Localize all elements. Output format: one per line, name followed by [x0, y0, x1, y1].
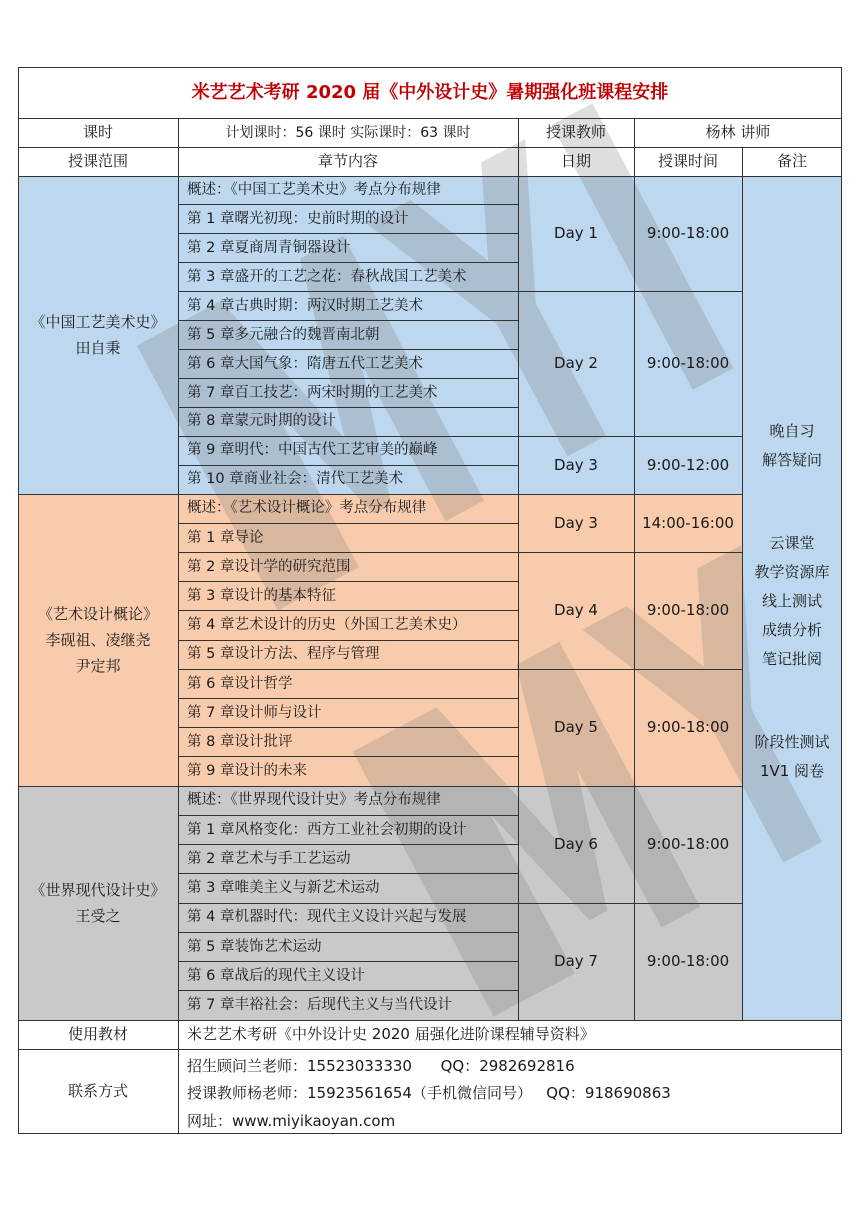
- section-book-title: 《世界现代设计史》: [30, 880, 166, 899]
- chapter-row: 第 3 章唯美主义与新艺术运动: [187, 880, 380, 897]
- textbook-label: 使用教材: [67, 1025, 128, 1043]
- chapter-row: 第 7 章百工技艺：两宋时期的工艺美术: [187, 384, 438, 401]
- note-item: 阶段性测试: [754, 733, 830, 751]
- teacher-label: 授课教师: [545, 123, 606, 141]
- column-header-time: 授课时间: [657, 152, 718, 170]
- chapter-divider: [178, 320, 518, 321]
- chapter-row: 第 3 章盛开的工艺之花：春秋战国工艺美术: [187, 268, 467, 285]
- note-item: 解答疑问: [761, 451, 822, 469]
- day-divider: [518, 552, 742, 553]
- chapter-divider: [178, 436, 518, 437]
- chapter-divider: [178, 932, 518, 933]
- chapter-row: 第 6 章大国气象：隋唐五代工艺美术: [187, 355, 423, 372]
- textbook-value: 米艺艺术考研《中外设计史 2020 届强化进阶课程辅导资料》: [187, 1025, 595, 1043]
- day-label: Day 1: [554, 224, 598, 243]
- day-label: Day 3: [554, 455, 598, 474]
- contact-label: 联系方式: [67, 1082, 128, 1100]
- chapter-divider: [178, 523, 518, 524]
- section-divider: [18, 786, 742, 787]
- section-divider: [18, 494, 742, 495]
- chapter-row: 第 6 章战后的现代主义设计: [187, 967, 365, 984]
- class-time: 9:00-18:00: [646, 952, 730, 970]
- note-item: 云课堂: [769, 533, 815, 552]
- day-divider: [518, 291, 742, 292]
- day-divider: [518, 903, 742, 904]
- note-item: 教学资源库: [754, 562, 830, 581]
- note-item: 成绩分析: [761, 620, 822, 639]
- class-time: 14:00-16:00: [642, 513, 734, 532]
- chapter-row: 第 4 章古典时期：两汉时期工艺美术: [187, 297, 423, 314]
- section-book-title: 《中国工艺美术史》: [30, 312, 166, 331]
- column-header-content: 章节内容: [317, 152, 378, 170]
- hours-value: 计划课时：56 课时 实际课时：63 课时: [225, 124, 471, 141]
- chapter-row: 第 3 章设计的基本特征: [187, 587, 336, 604]
- chapter-divider: [178, 262, 518, 263]
- chapter-row: 第 5 章设计方法、程序与管理: [187, 646, 380, 663]
- chapter-row: 概述：《中国工艺美术史》考点分布规律: [187, 182, 441, 199]
- chapter-row: 第 8 章蒙元时期的设计: [187, 413, 336, 430]
- chapter-row: 概述：《艺术设计概论》考点分布规律: [187, 500, 427, 517]
- class-time: 9:00-18:00: [646, 835, 730, 853]
- grid-line: [518, 118, 519, 147]
- column-header-date: 日期: [560, 152, 591, 170]
- chapter-divider: [178, 844, 518, 845]
- chapter-row: 第 7 章设计师与设计: [187, 704, 322, 721]
- chapter-divider: [178, 961, 518, 962]
- day-divider: [518, 669, 742, 670]
- class-time: 9:00-18:00: [646, 718, 730, 737]
- section-range: [18, 176, 178, 494]
- chapter-divider: [178, 204, 518, 205]
- day-label: Day 7: [554, 952, 598, 970]
- chapter-divider: [178, 349, 518, 350]
- chapter-divider: [178, 233, 518, 234]
- note-item: 笔记批阅: [761, 649, 822, 668]
- chapter-row: 第 6 章设计哲学: [187, 675, 293, 692]
- chapter-row: 第 10 章商业社会：清代工艺美术: [187, 471, 404, 488]
- chapter-row: 第 1 章风格变化：西方工业社会初期的设计: [187, 821, 467, 838]
- section-authors: 李砚祖、凌继尧 尹定邦: [45, 630, 151, 676]
- column-header-range: 授课范围: [67, 152, 128, 170]
- contact-line: 招生顾问兰老师：15523033330 QQ：2982692816: [187, 1056, 575, 1075]
- day-label: Day 2: [554, 354, 598, 373]
- chapter-divider: [178, 581, 518, 582]
- chapter-divider: [178, 407, 518, 408]
- note-item: 线上测试: [761, 591, 822, 610]
- grid-line: [634, 118, 635, 147]
- class-time: 9:00-18:00: [646, 224, 730, 243]
- chapter-divider: [178, 640, 518, 641]
- chapter-divider: [178, 990, 518, 991]
- chapter-row: 第 5 章多元融合的魏晋南北朝: [187, 326, 380, 343]
- chapter-row: 第 4 章机器时代：现代主义设计兴起与发展: [187, 909, 467, 926]
- section-range: [18, 786, 178, 1020]
- chapter-row: 第 2 章艺术与手工艺运动: [187, 850, 351, 867]
- day-label: Day 6: [554, 835, 598, 853]
- day-divider: [518, 436, 742, 437]
- grid-line: [178, 118, 179, 147]
- section-book-title: 《艺术设计概论》: [37, 604, 158, 623]
- chapter-divider: [178, 378, 518, 379]
- contact-line: 授课教师杨老师：15923561654（手机微信同号） QQ：918690863: [187, 1084, 671, 1102]
- chapter-row: 第 9 章明代：中国古代工艺审美的巅峰: [187, 442, 438, 459]
- section-authors: 王受之: [75, 907, 121, 925]
- chapter-divider: [178, 873, 518, 874]
- chapter-row: 第 4 章艺术设计的历史（外国工艺美术史）: [187, 617, 467, 634]
- column-header-notes: 备注: [776, 152, 807, 170]
- page-title: 米艺艺术考研 2020 届《中外设计史》暑期强化班课程安排: [191, 81, 669, 103]
- day-label: Day 5: [554, 718, 598, 737]
- chapter-divider: [178, 756, 518, 757]
- hours-label: 课时: [82, 123, 113, 141]
- chapter-divider: [178, 465, 518, 466]
- chapter-divider: [178, 291, 518, 292]
- chapter-row: 概述：《世界现代设计史》考点分布规律: [187, 792, 441, 809]
- chapter-row: 第 1 章导论: [187, 529, 264, 546]
- note-item: 晚自习: [769, 422, 815, 440]
- chapter-divider: [178, 610, 518, 611]
- chapter-row: 第 9 章设计的未来: [187, 763, 307, 780]
- chapter-row: 第 2 章设计学的研究范围: [187, 558, 351, 575]
- class-time: 9:00-18:00: [646, 601, 730, 620]
- chapter-row: 第 2 章夏商周青铜器设计: [187, 240, 351, 257]
- day-label: Day 3: [554, 513, 598, 532]
- day-label: Day 4: [554, 601, 598, 620]
- section-authors: 田自秉: [75, 339, 121, 357]
- chapter-divider: [178, 815, 518, 816]
- chapter-divider: [178, 727, 518, 728]
- chapter-divider: [178, 669, 518, 670]
- chapter-row: 第 1 章曙光初现：史前时期的设计: [187, 211, 409, 228]
- chapter-divider: [178, 903, 518, 904]
- teacher-value: 杨林 讲师: [705, 123, 771, 141]
- section-range: [18, 494, 178, 786]
- chapter-divider: [178, 552, 518, 553]
- class-time: 9:00-12:00: [646, 455, 730, 474]
- contact-line: 网址：www.miyikaoyan.com: [187, 1111, 396, 1130]
- note-item: 1V1 阅卷: [759, 762, 825, 780]
- chapter-row: 第 7 章丰裕社会：后现代主义与当代设计: [187, 997, 452, 1014]
- chapter-row: 第 8 章设计批评: [187, 733, 293, 750]
- class-time: 9:00-18:00: [646, 354, 730, 373]
- chapter-divider: [178, 698, 518, 699]
- chapter-row: 第 5 章装饰艺术运动: [187, 938, 322, 955]
